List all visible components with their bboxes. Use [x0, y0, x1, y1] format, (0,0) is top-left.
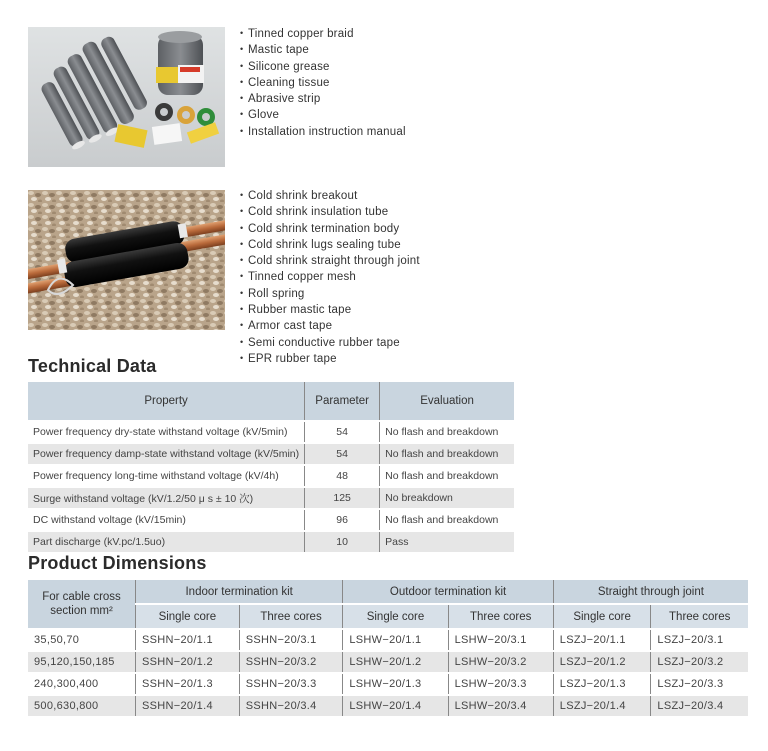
- kit-components-photo: [28, 27, 225, 167]
- list-item: • Cold shrink lugs sealing tube: [240, 237, 420, 253]
- column-header: Single core: [343, 604, 448, 629]
- column-header: Single core: [136, 604, 240, 629]
- table-cell: 240,300,400: [28, 673, 136, 695]
- table-cell: LSHW−20/1.1: [343, 629, 448, 651]
- table-cell: LSHW−20/3.2: [448, 651, 553, 673]
- table-row: [28, 695, 748, 716]
- product-dimensions-table: [28, 580, 748, 716]
- column-header: For cable cross section mm²: [28, 580, 136, 629]
- table-cell: No flash and breakdown: [380, 443, 514, 465]
- list-item: • Cold shrink termination body: [240, 221, 420, 237]
- table-row: [28, 487, 514, 509]
- technical-data-table: [28, 382, 514, 552]
- table-cell: LSZJ−20/1.4: [553, 695, 651, 716]
- table-cell: 48: [305, 465, 380, 487]
- table-cell: Surge withstand voltage (kV/1.2/50 μ s ± 10 次): [28, 487, 305, 509]
- product-dimensions-title: Product Dimensions: [28, 553, 207, 573]
- group-header: Outdoor termination kit: [343, 580, 553, 604]
- table-cell: No flash and breakdown: [380, 509, 514, 531]
- table-cell: SSHN−20/3.1: [239, 629, 343, 651]
- table-cell: 125: [305, 487, 380, 509]
- list-item: • Cold shrink breakout: [240, 188, 420, 204]
- technical-data-title: Technical Data: [28, 356, 157, 376]
- column-header: Evaluation: [380, 382, 514, 421]
- table-row: [28, 531, 514, 552]
- table-cell: Power frequency damp-state withstand voltage (kV/5min): [28, 443, 305, 465]
- list-item: • EPR rubber tape: [240, 351, 420, 367]
- table-cell: 35,50,70: [28, 629, 136, 651]
- group-header: Straight through joint: [553, 580, 748, 604]
- table-cell: LSZJ−20/3.1: [651, 629, 748, 651]
- table-cell: 54: [305, 421, 380, 443]
- table-cell: Part discharge (kV.pc/1.5uo): [28, 531, 305, 552]
- table-cell: 54: [305, 443, 380, 465]
- table-cell: Pass: [380, 531, 514, 552]
- table-cell: LSHW−20/3.3: [448, 673, 553, 695]
- table-cell: Power frequency dry-state withstand voltage (kV/5min): [28, 421, 305, 443]
- table-row: [28, 651, 748, 673]
- table-cell: LSZJ−20/3.3: [651, 673, 748, 695]
- table-cell: DC withstand voltage (kV/15min): [28, 509, 305, 531]
- table-cell: 96: [305, 509, 380, 531]
- list-item: • Tinned copper braid: [240, 26, 406, 42]
- column-header: Three cores: [239, 604, 343, 629]
- table-subheader-row: [28, 604, 748, 629]
- table-row: [28, 673, 748, 695]
- table-cell: No breakdown: [380, 487, 514, 509]
- list-item: • Silicone grease: [240, 59, 406, 75]
- list-item: • Roll spring: [240, 286, 420, 302]
- table-cell: LSHW−20/1.3: [343, 673, 448, 695]
- table-cell: SSHN−20/1.2: [136, 651, 240, 673]
- table-cell: LSHW−20/3.4: [448, 695, 553, 716]
- kit-contents-list-1: [240, 26, 406, 140]
- table-cell: LSZJ−20/1.1: [553, 629, 651, 651]
- table-cell: SSHN−20/1.4: [136, 695, 240, 716]
- column-header: Single core: [553, 604, 651, 629]
- table-cell: SSHN−20/3.4: [239, 695, 343, 716]
- column-header: Three cores: [448, 604, 553, 629]
- table-cell: 500,630,800: [28, 695, 136, 716]
- table-cell: LSZJ−20/1.2: [553, 651, 651, 673]
- table-cell: SSHN−20/3.2: [239, 651, 343, 673]
- table-row: [28, 443, 514, 465]
- table-cell: LSHW−20/1.4: [343, 695, 448, 716]
- table-header-row: [28, 580, 748, 604]
- table-cell: 10: [305, 531, 380, 552]
- list-item: • Abrasive strip: [240, 91, 406, 107]
- table-cell: LSHW−20/3.1: [448, 629, 553, 651]
- table-row: [28, 629, 748, 651]
- list-item: • Semi conductive rubber tape: [240, 335, 420, 351]
- table-cell: LSZJ−20/1.3: [553, 673, 651, 695]
- list-item: • Installation instruction manual: [240, 124, 406, 140]
- list-item: • Armor cast tape: [240, 318, 420, 334]
- table-cell: No flash and breakdown: [380, 465, 514, 487]
- table-cell: LSZJ−20/3.2: [651, 651, 748, 673]
- kit-contents-list-2: [240, 188, 420, 367]
- table-cell: SSHN−20/1.1: [136, 629, 240, 651]
- table-row: [28, 509, 514, 531]
- table-cell: LSZJ−20/3.4: [651, 695, 748, 716]
- list-item: • Rubber mastic tape: [240, 302, 420, 318]
- list-item: • Mastic tape: [240, 42, 406, 58]
- table-cell: 95,120,150,185: [28, 651, 136, 673]
- table-cell: SSHN−20/3.3: [239, 673, 343, 695]
- column-header: Three cores: [651, 604, 748, 629]
- table-cell: Power frequency long-time withstand voltage (kV/4h): [28, 465, 305, 487]
- table-cell: LSHW−20/1.2: [343, 651, 448, 673]
- group-header: Indoor termination kit: [136, 580, 343, 604]
- list-item: • Cold shrink insulation tube: [240, 204, 420, 220]
- table-cell: No flash and breakdown: [380, 421, 514, 443]
- column-header: Property: [28, 382, 305, 421]
- table-cell: SSHN−20/1.3: [136, 673, 240, 695]
- table-row: [28, 465, 514, 487]
- list-item: • Cold shrink straight through joint: [240, 253, 420, 269]
- list-item: • Glove: [240, 107, 406, 123]
- column-header: Parameter: [305, 382, 380, 421]
- table-row: [28, 421, 514, 443]
- list-item: • Cleaning tissue: [240, 75, 406, 91]
- list-item: • Tinned copper mesh: [240, 269, 420, 285]
- table-header-row: [28, 382, 514, 421]
- installed-joint-photo: [28, 190, 225, 330]
